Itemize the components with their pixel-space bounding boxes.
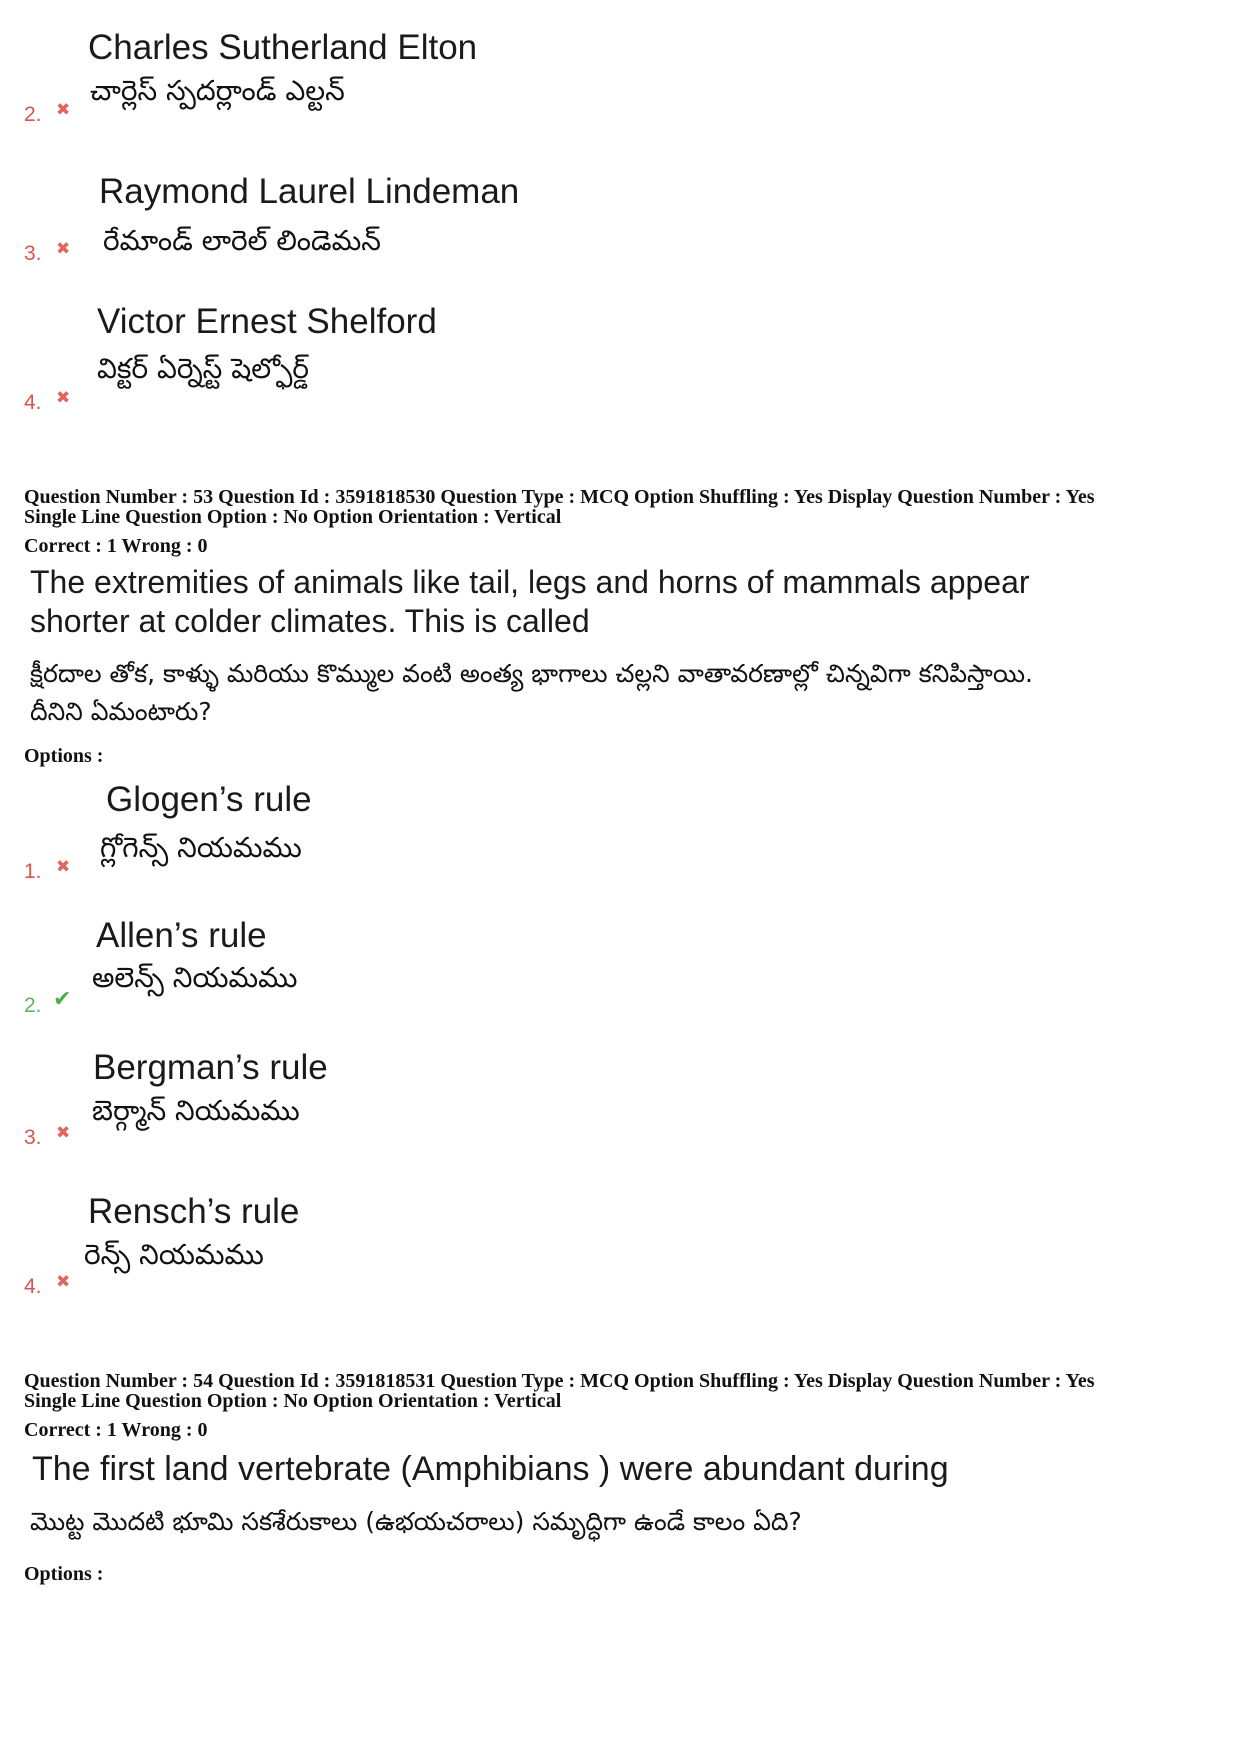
option-text-en: Rensch’s rule	[88, 1192, 300, 1231]
option-text-en: Victor Ernest Shelford	[97, 302, 437, 341]
option-number: 2.	[24, 994, 42, 1017]
wrong-mark-icon: ✖	[56, 239, 71, 259]
option-number: 4.	[24, 1275, 42, 1298]
option-text-te: రేమాండ్ లారెల్ లిండెమన్	[103, 224, 381, 257]
option-text-te: విక్టర్ ఏర్నెస్ట్ షెల్ఫోర్డ్	[97, 352, 309, 385]
wrong-mark-icon: ✖	[56, 857, 71, 877]
option-number: 1.	[24, 860, 42, 883]
option-number: 3.	[24, 242, 42, 265]
option-number: 3.	[24, 1126, 42, 1149]
options-label: Options :	[24, 1563, 104, 1585]
option-text-en: Charles Sutherland Elton	[88, 28, 478, 67]
option-text-te: బెర్గ్మాన్ నియమము	[92, 1094, 300, 1127]
option-text-en: Bergman’s rule	[93, 1048, 328, 1087]
question-text-en: The first land vertebrate (Amphibians ) were abundant during	[32, 1450, 949, 1488]
option-number: 2.	[24, 103, 42, 126]
question-meta-line2: Single Line Question Option : No Option Orientation : Vertical	[24, 506, 562, 528]
question-text-en-line1: The extremities of animals like tail, legs and horns of mammals appear	[30, 564, 1030, 600]
option-text-te: చార్లెస్ స్పదర్లాండ్ ఎల్టన్	[90, 74, 345, 107]
question-text-te-line1: క్షీరదాల తోక, కాళ్ళు మరియు కొమ్ముల వంటి అంత్య భాగాలు చల్లని వాతావరణాల్లో చిన్నవిగా కనిపిస్తాయి.	[30, 659, 1033, 688]
question-meta-line1: Question Number : 54 Question Id : 3591818531 Question Type : MCQ Option Shuffling : Yes Display Question Number : Yes	[24, 1370, 1095, 1392]
option-number: 4.	[24, 391, 42, 414]
wrong-mark-icon: ✖	[56, 388, 71, 408]
question-text-te-line2: దీనిని ఏమంటారు?	[30, 697, 212, 726]
option-text-te: అలెన్స్ నియమము	[92, 961, 298, 994]
wrong-mark-icon: ✖	[56, 1272, 71, 1292]
option-text-en: Raymond Laurel Lindeman	[99, 172, 520, 211]
option-text-te: రెన్స్ నియమము	[84, 1238, 264, 1271]
option-text-en: Glogen’s rule	[106, 780, 312, 819]
option-text-te: గ్లోగెన్స్ నియమము	[100, 831, 302, 864]
question-text-te: మొట్ట మొదటి భూమి సకశేరుకాలు (ఉభయచరాలు) సమృద్ధిగా ఉండే కాలం ఏది?	[30, 1507, 802, 1536]
question-marks: Correct : 1 Wrong : 0	[24, 1419, 208, 1441]
correct-check-icon: ✔	[53, 987, 72, 1012]
wrong-mark-icon: ✖	[56, 1123, 71, 1143]
question-meta-line2: Single Line Question Option : No Option Orientation : Vertical	[24, 1390, 562, 1412]
question-meta-line1: Question Number : 53 Question Id : 3591818530 Question Type : MCQ Option Shuffling : Yes Display Question Number : Yes	[24, 486, 1095, 508]
wrong-mark-icon: ✖	[56, 100, 71, 120]
question-marks: Correct : 1 Wrong : 0	[24, 535, 208, 557]
options-label: Options :	[24, 745, 104, 767]
question-text-en-line2: shorter at colder climates. This is called	[30, 603, 590, 639]
option-text-en: Allen’s rule	[96, 916, 267, 955]
